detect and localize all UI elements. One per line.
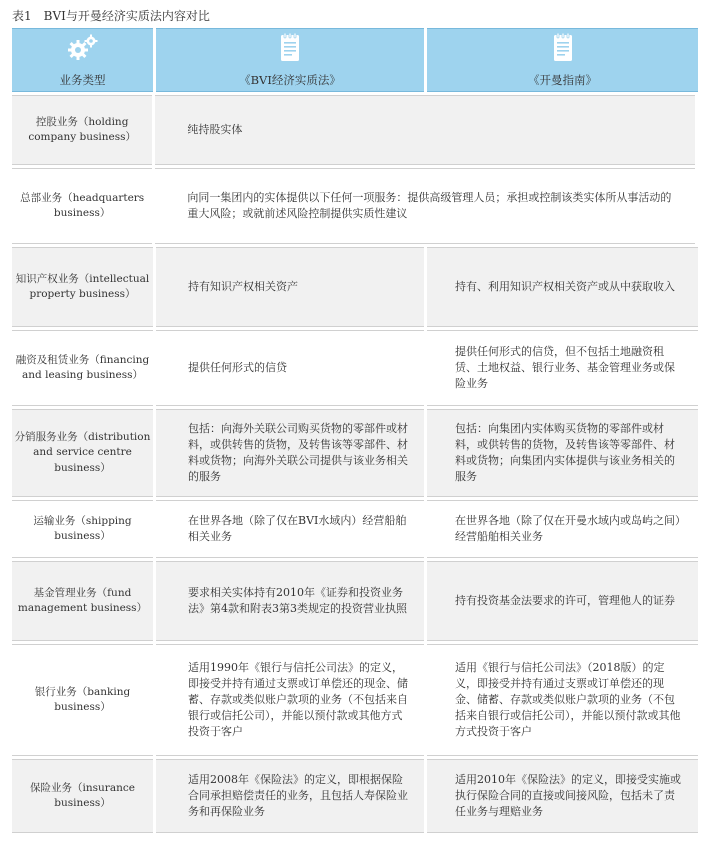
table-header-row	[12, 28, 698, 92]
cayman-cell: 持有投资基金法要求的许可，管理他人的证券	[427, 561, 698, 641]
table-row-shipping	[12, 500, 698, 558]
comparison-table	[12, 28, 698, 836]
header-label-bvi-law: 《BVI经济实质法》	[239, 73, 341, 87]
table-row-fund-management	[12, 561, 698, 641]
table-row-ip	[12, 247, 698, 327]
business-type-cell: 保险业务（insurance business）	[12, 759, 153, 833]
table-row-insurance	[12, 759, 698, 833]
table-row-financing	[12, 330, 698, 406]
business-type-cell: 银行业务（banking business）	[12, 644, 153, 756]
bvi-cell: 提供任何形式的信贷	[156, 330, 424, 406]
bvi-cell: 向同一集团内的实体提供以下任何一项服务：提供高级管理人员；承担或控制该类实体所从事活动的重大风险；或就前述风险控制提供实质性建议	[155, 168, 695, 244]
cayman-cell: 提供任何形式的信贷，但不包括土地融资租赁、土地权益、银行业务、基金管理业务或保险业务	[427, 330, 698, 406]
cayman-cell: 适用2010年《保险法》的定义，即接受实施或执行保险合同的直接或间接风险，包括未了责任业务与理赔业务	[427, 759, 698, 833]
document-icon	[273, 32, 307, 64]
document-icon	[546, 32, 580, 64]
business-type-cell: 运输业务（shipping business）	[12, 500, 153, 558]
business-type-cell: 基金管理业务（fund management business）	[12, 561, 153, 641]
gears-icon	[66, 32, 100, 64]
header-business-type	[12, 28, 153, 92]
cayman-cell: 在世界各地（除了仅在开曼水域内或岛屿之间）经营船舶相关业务	[427, 500, 698, 558]
header-bvi-law	[156, 28, 424, 92]
business-type-cell: 融资及租赁业务（financing and leasing business）	[12, 330, 153, 406]
bvi-cell: 适用2008年《保险法》的定义，即根据保险合同承担赔偿责任的业务，且包括人寿保险业务和再保险业务	[156, 759, 424, 833]
business-type-cell: 总部业务（headquarters business）	[12, 168, 152, 244]
bvi-cell: 纯持股实体	[155, 95, 695, 165]
bvi-cell: 持有知识产权相关资产	[156, 247, 424, 327]
cayman-cell: 适用《银行与信托公司法》（2018版）的定义，即接受并持有通过支票或订单偿还的现金、储蓄、存款或类似账户款项的业务（不包括来自银行或信托公司），并能以预付款或其他方式投资于客户	[427, 644, 698, 756]
table-row-distribution	[12, 409, 698, 497]
header-label-cayman-guide: 《开曼指南》	[528, 73, 597, 87]
cayman-cell: 持有、利用知识产权相关资产或从中获取收入	[427, 247, 698, 327]
table-row-headquarters	[12, 168, 698, 244]
cayman-cell: 包括：向集团内实体购买货物的零部件或材料，或供转售的货物，及转售该等零部件、材料或货物；向集团内实体提供与该业务相关的服务	[427, 409, 698, 497]
table-row-holding	[12, 95, 698, 165]
table-caption: 表1 BVI与开曼经济实质法内容对比	[12, 9, 210, 23]
business-type-cell: 控股业务（holding company business）	[12, 95, 152, 165]
business-type-cell: 知识产权业务（intellectual property business）	[12, 247, 153, 327]
header-label-business-type: 业务类型	[59, 73, 106, 87]
header-cayman-guide	[427, 28, 698, 92]
bvi-cell: 包括：向海外关联公司购买货物的零部件或材料，或供转售的货物，及转售该等零部件、材料或货物；向海外关联公司提供与该业务相关的服务	[156, 409, 424, 497]
table-row-banking	[12, 644, 698, 756]
business-type-cell: 分销服务业务（distribution and service centre business）	[12, 409, 153, 497]
bvi-cell: 适用1990年《银行与信托公司法》的定义，即接受并持有通过支票或订单偿还的现金、储蓄、存款或类似账户款项的业务（不包括来自银行或信托公司），并能以预付款或其他方式投资于客户	[156, 644, 424, 756]
bvi-cell: 要求相关实体持有2010年《证券和投资业务法》第4款和附表3第3类规定的投资营业执照	[156, 561, 424, 641]
bvi-cell: 在世界各地（除了仅在BVI水域内）经营船舶相关业务	[156, 500, 424, 558]
